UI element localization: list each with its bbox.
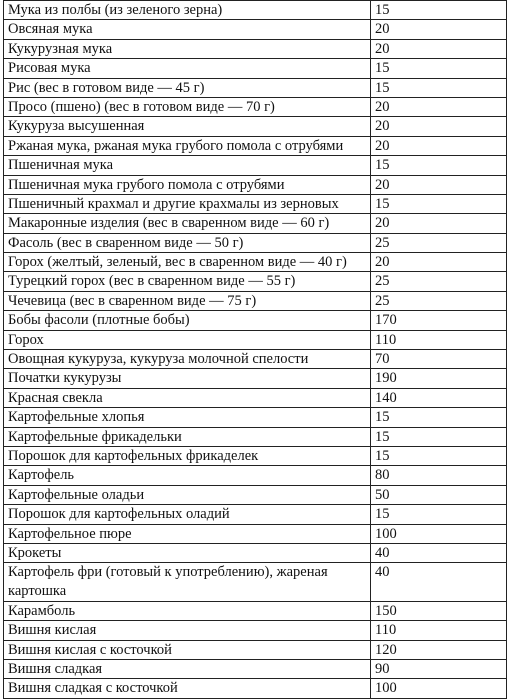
food-name-cell: Картофельные оладьи [4,485,371,504]
food-name-cell: Овощная кукуруза, кукуруза молочной спелости [4,350,371,369]
table-row [4,543,507,562]
food-value-cell: 100 [371,679,507,698]
table-row [4,563,507,601]
food-value-cell: 25 [371,291,507,310]
food-name-cell: Фасоль (вес в сваренном виде — 50 г) [4,233,371,252]
table-row [4,20,507,39]
food-value-cell: 50 [371,485,507,504]
table-row [4,253,507,272]
table-row [4,427,507,446]
table-row [4,330,507,349]
food-name-cell: Ржаная мука, ржаная мука грубого помола с отрубями [4,136,371,155]
food-name-cell: Просо (пшено) (вес в готовом виде — 70 г) [4,97,371,116]
food-name-cell: Картофель фри (готовый к употреблению), жареная картошка [4,563,371,601]
food-value-cell: 20 [371,20,507,39]
food-value-cell: 100 [371,524,507,543]
food-value-cell: 40 [371,543,507,562]
food-name-cell: Вишня кислая [4,621,371,640]
table-row [4,233,507,252]
food-name-cell: Пшеничная мука грубого помола с отрубями [4,175,371,194]
table-row [4,214,507,233]
food-value-cell: 110 [371,330,507,349]
table-row [4,388,507,407]
table-row [4,505,507,524]
food-name-cell: Картофельные хлопья [4,408,371,427]
food-value-cell: 40 [371,563,507,601]
food-name-cell: Картофельное пюре [4,524,371,543]
table-row [4,194,507,213]
food-value-cell: 15 [371,427,507,446]
table-row [4,466,507,485]
food-name-cell: Пшеничный крахмал и другие крахмалы из зерновых [4,194,371,213]
food-table-body [4,1,507,699]
table-row [4,446,507,465]
food-value-cell: 20 [371,214,507,233]
table-row [4,311,507,330]
food-name-cell: Вишня кислая с косточкой [4,640,371,659]
food-value-cell: 80 [371,466,507,485]
food-name-cell: Рисовая мука [4,59,371,78]
food-value-cell: 110 [371,621,507,640]
food-name-cell: Кукурузная мука [4,39,371,58]
food-name-cell: Горох (желтый, зеленый, вес в сваренном виде — 40 г) [4,253,371,272]
food-value-cell: 150 [371,601,507,620]
food-name-cell: Вишня сладкая с косточкой [4,679,371,698]
table-row [4,659,507,678]
table-row [4,350,507,369]
food-name-cell: Мука из полбы (из зеленого зерна) [4,1,371,20]
table-row [4,524,507,543]
food-value-cell: 15 [371,1,507,20]
food-name-cell: Турецкий горох (вес в сваренном виде — 55 г) [4,272,371,291]
food-value-cell: 70 [371,350,507,369]
food-value-cell: 20 [371,175,507,194]
food-value-cell: 20 [371,39,507,58]
food-value-cell: 15 [371,194,507,213]
table-row [4,369,507,388]
food-name-cell: Макаронные изделия (вес в сваренном виде — 60 г) [4,214,371,233]
table-row [4,485,507,504]
food-value-cell: 15 [371,59,507,78]
food-name-cell: Початки кукурузы [4,369,371,388]
food-name-cell: Крокеты [4,543,371,562]
food-value-cell: 15 [371,156,507,175]
food-value-cell: 20 [371,253,507,272]
food-value-cell: 25 [371,272,507,291]
food-name-cell: Рис (вес в готовом виде — 45 г) [4,78,371,97]
food-value-cell: 20 [371,136,507,155]
food-value-cell: 25 [371,233,507,252]
table-row [4,640,507,659]
food-name-cell: Бобы фасоли (плотные бобы) [4,311,371,330]
table-row [4,136,507,155]
food-value-cell: 190 [371,369,507,388]
food-value-cell: 20 [371,97,507,116]
food-value-cell: 140 [371,388,507,407]
table-row [4,59,507,78]
food-value-cell: 170 [371,311,507,330]
food-value-cell: 20 [371,117,507,136]
food-name-cell: Вишня сладкая [4,659,371,678]
food-name-cell: Пшеничная мука [4,156,371,175]
table-row [4,291,507,310]
food-table [3,0,507,699]
food-name-cell: Красная свекла [4,388,371,407]
food-name-cell: Овсяная мука [4,20,371,39]
food-value-cell: 15 [371,408,507,427]
table-row [4,601,507,620]
food-name-cell: Кукуруза высушенная [4,117,371,136]
table-row [4,408,507,427]
food-name-cell: Картофель [4,466,371,485]
food-value-cell: 90 [371,659,507,678]
table-row [4,679,507,698]
table-row [4,1,507,20]
food-name-cell: Порошок для картофельных фрикаделек [4,446,371,465]
food-value-cell: 15 [371,78,507,97]
table-row [4,175,507,194]
food-name-cell: Порошок для картофельных оладий [4,505,371,524]
table-row [4,97,507,116]
table-row [4,272,507,291]
table-row [4,39,507,58]
table-row [4,621,507,640]
table-row [4,156,507,175]
table-row [4,117,507,136]
food-name-cell: Чечевица (вес в сваренном виде — 75 г) [4,291,371,310]
food-name-cell: Горох [4,330,371,349]
food-value-cell: 15 [371,505,507,524]
food-value-cell: 15 [371,446,507,465]
food-value-cell: 120 [371,640,507,659]
table-row [4,78,507,97]
food-name-cell: Картофельные фрикадельки [4,427,371,446]
food-name-cell: Карамболь [4,601,371,620]
